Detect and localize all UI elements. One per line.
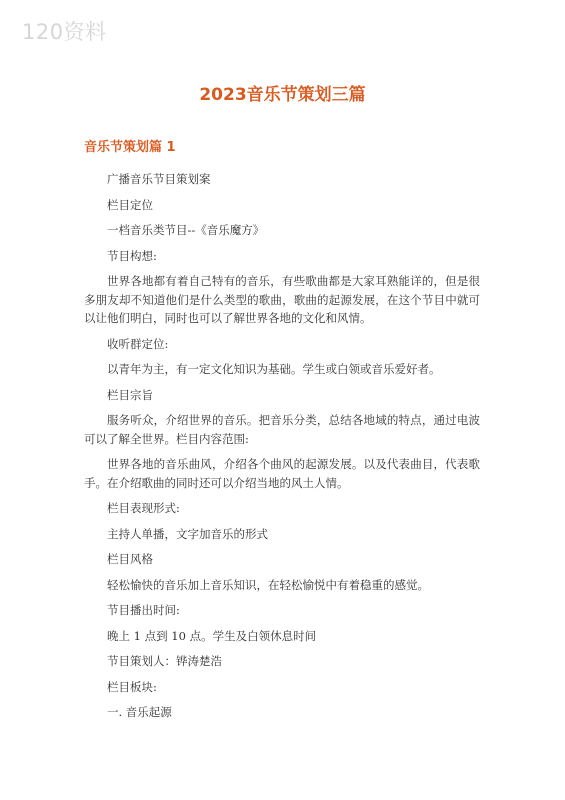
document-title: 2023音乐节策划三篇 [199,85,366,105]
document-body [84,170,480,729]
paragraph: 节目策划人：铧涛楚浩 [107,654,222,668]
paragraph: 广播音乐节目策划案 [107,172,211,186]
paragraph: 栏目定位 [107,197,153,212]
paragraph: 节目构想: [107,248,157,263]
paragraph: 轻松愉快的音乐加上音乐知识，在轻松愉悦中有着稳重的感觉。 [107,577,429,592]
paragraph: 以青年为主，有一定文化知识为基础。学生或白领或音乐爱好者。 [107,362,441,376]
paragraph: 节目播出时间: [107,603,180,617]
paragraph: 栏目板块: [107,679,157,694]
paragraph: 一档音乐类节目--《音乐魔方》 [107,223,265,237]
paragraph: 栏目风格 [107,552,153,566]
paragraph: 收听群定位: [107,336,169,351]
paragraph: 栏目表现形式: [107,501,180,515]
paragraph: 栏目宗旨 [107,387,153,402]
paragraph: 服务听众，介绍世界的音乐。把音乐分类，总结各地域的特点，通过电波可以了解全世界。栏目内容范围: [84,413,480,446]
paragraph: 世界各地都有着自己特有的音乐，有些歌曲都是大家耳熟能详的，但是很多朋友却不知道他们是什么类型的歌曲，歌曲的起源发展，在这个节目中就可以让他们明白，同时也可以了解世界各地的文化和风情。 [84,274,480,325]
section-heading: 音乐节策划篇 1 [84,140,176,155]
paragraph: 世界各地的音乐曲风，介绍各个曲风的起源发展。以及代表曲目，代表歌手。在介绍歌曲的同时还可以介绍当地的风土人情。 [84,457,480,490]
watermark-logo: 120资料 [22,20,107,44]
paragraph: 一. 音乐起源 [107,705,172,719]
paragraph: 主持人单播，文字加音乐的形式 [107,526,268,541]
paragraph: 晚上 1 点到 10 点。学生及白领休息时间 [107,628,317,643]
